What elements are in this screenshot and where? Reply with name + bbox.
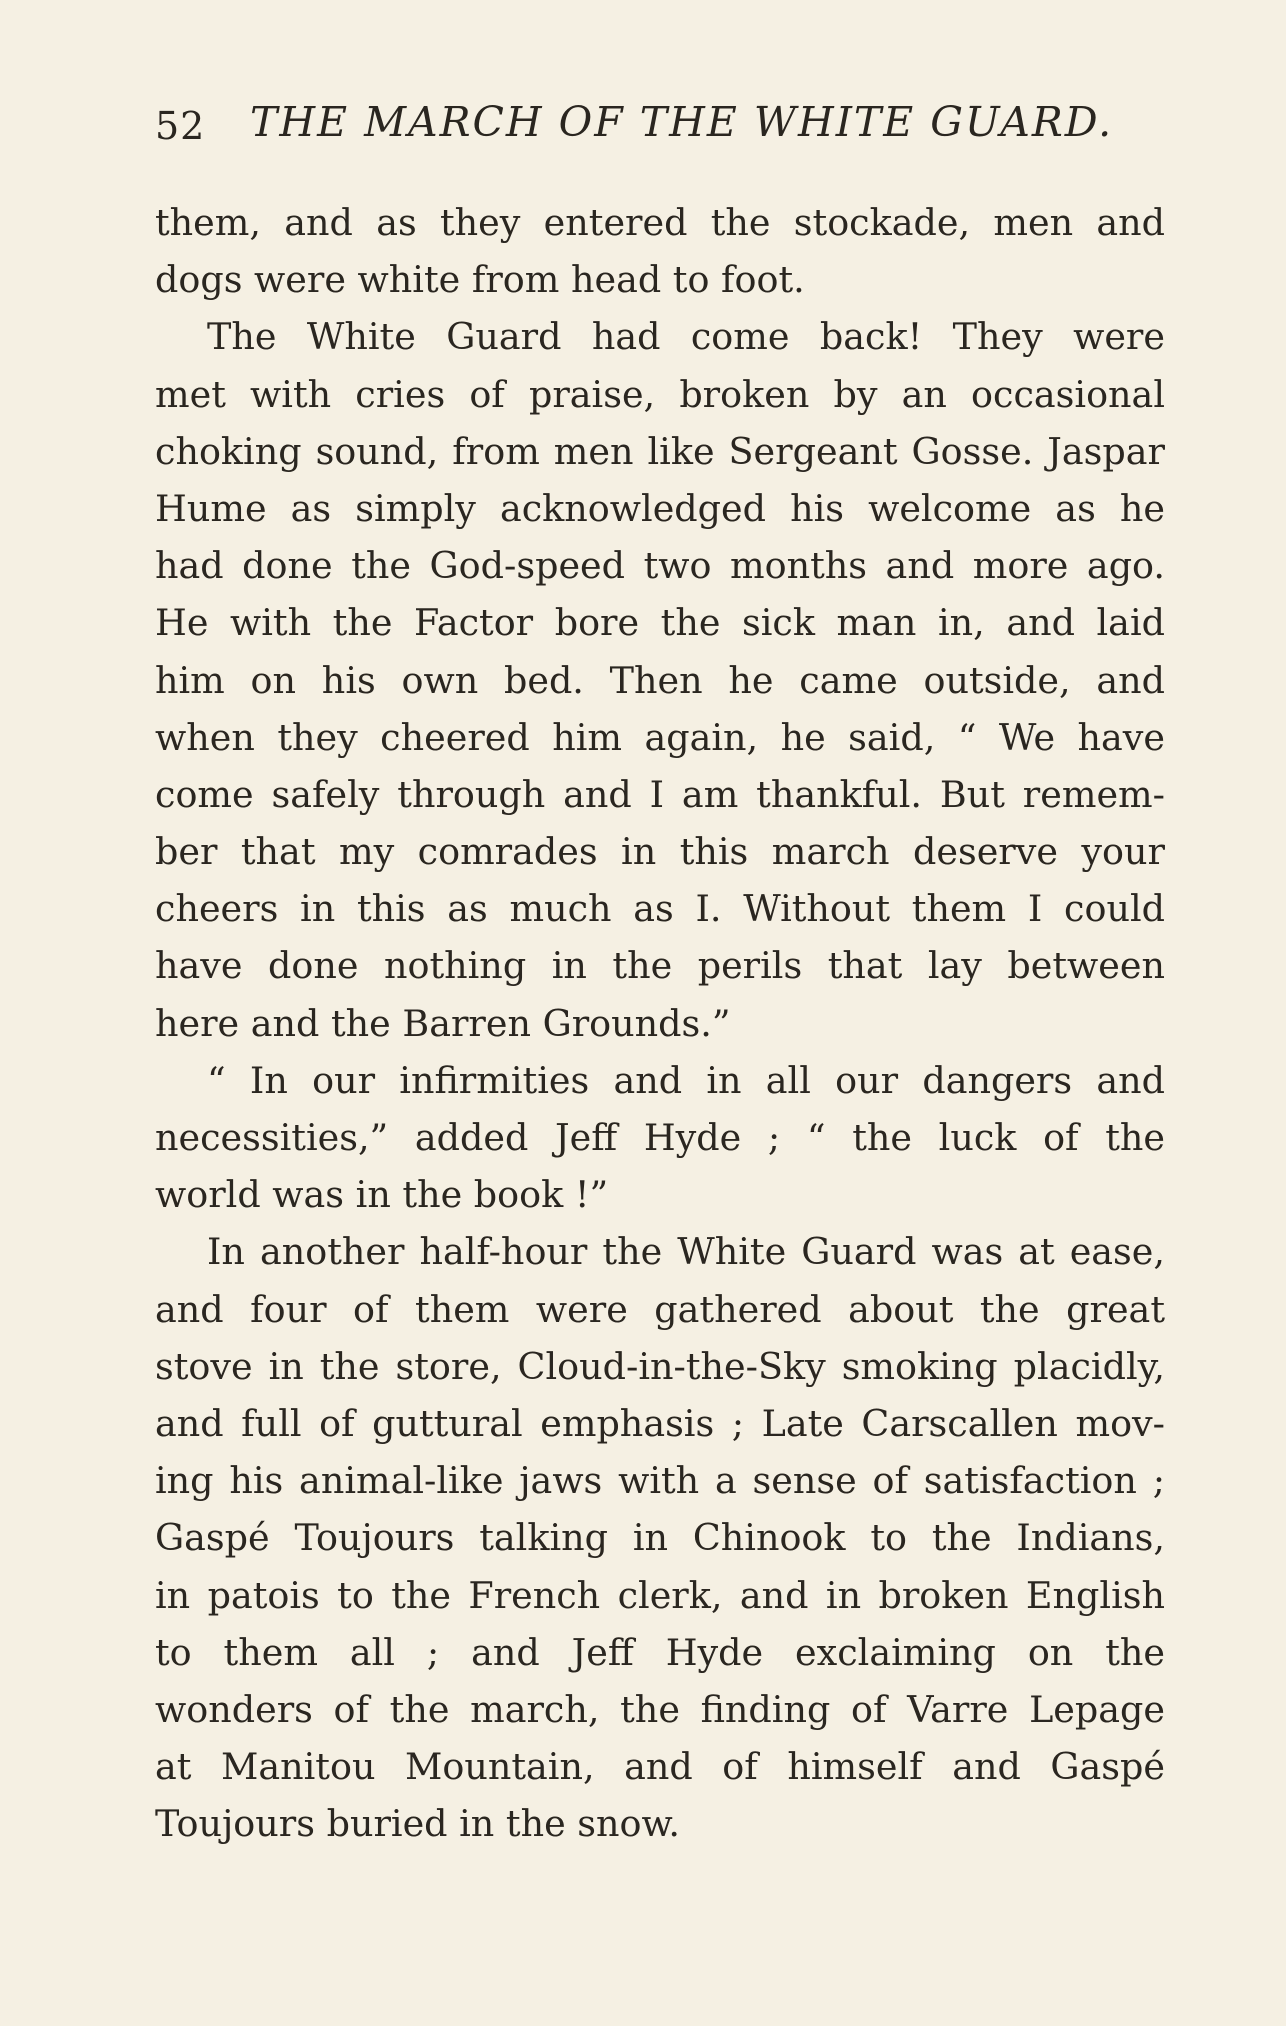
text-line: in patois to the French clerk, and in broken English bbox=[155, 1573, 1165, 1617]
text-line: “ In our infirmities and in all our dangers and bbox=[207, 1058, 1165, 1102]
text-line: stove in the store, Cloud-in-the-Sky smoking placidly, bbox=[155, 1344, 1165, 1388]
text-line: cheers in this as much as I. Without them I could bbox=[155, 887, 1165, 931]
text-line: had done the God-speed two months and more ago. bbox=[155, 544, 1165, 588]
text-line: come safely through and I am thankful. But remem- bbox=[155, 772, 1165, 816]
text-line: them, and as they entered the stockade, men and bbox=[155, 201, 1165, 244]
text-line: have done nothing in the perils that lay between bbox=[155, 944, 1165, 988]
text-line: here and the Barren Grounds.” bbox=[155, 1001, 731, 1045]
text-line: world was in the book !” bbox=[155, 1173, 609, 1217]
text-line: and full of guttural emphasis ; Late Carscallen mov- bbox=[155, 1401, 1165, 1445]
text-line: Toujours buried in the snow. bbox=[155, 1802, 681, 1846]
text-line: and four of them were gathered about the great bbox=[155, 1287, 1165, 1331]
page-number: 52 bbox=[155, 104, 206, 148]
text-line: He with the Factor bore the sick man in, and laid bbox=[155, 601, 1165, 645]
text-line: choking sound, from men like Sergeant Gosse. Jaspar bbox=[155, 429, 1165, 473]
text-line: necessities,” added Jeff Hyde ; “ the luck of the bbox=[155, 1116, 1165, 1159]
text-line: when they cheered him again, he said, “ We have bbox=[155, 715, 1165, 759]
running-head bbox=[155, 98, 1165, 158]
text-line: ber that my comrades in this march deserve your bbox=[155, 830, 1165, 874]
text-line: dogs were white from head to foot. bbox=[155, 258, 805, 302]
text-line: wonders of the march, the finding of Varre Lepage bbox=[155, 1687, 1165, 1731]
body-text bbox=[155, 194, 1165, 1852]
text-line: to them all ; and Jeff Hyde exclaiming on the bbox=[155, 1630, 1165, 1674]
running-title: THE MARCH OF THE WHITE GUARD. bbox=[250, 98, 1114, 146]
text-line: him on his own bed. Then he came outside, and bbox=[155, 658, 1165, 702]
text-line: The White Guard had come back! They were bbox=[207, 315, 1165, 359]
text-line: met with cries of praise, broken by an occasional bbox=[155, 372, 1165, 416]
text-line: at Manitou Mountain, and of himself and Gaspé bbox=[155, 1745, 1165, 1789]
text-line: ing his animal-like jaws with a sense of satisfaction ; bbox=[155, 1459, 1165, 1503]
text-line: Hume as simply acknowledged his welcome as he bbox=[155, 486, 1165, 530]
text-line: In another half-hour the White Guard was at ease, bbox=[207, 1230, 1165, 1274]
text-line: Gaspé Toujours talking in Chinook to the Indians, bbox=[155, 1516, 1165, 1560]
